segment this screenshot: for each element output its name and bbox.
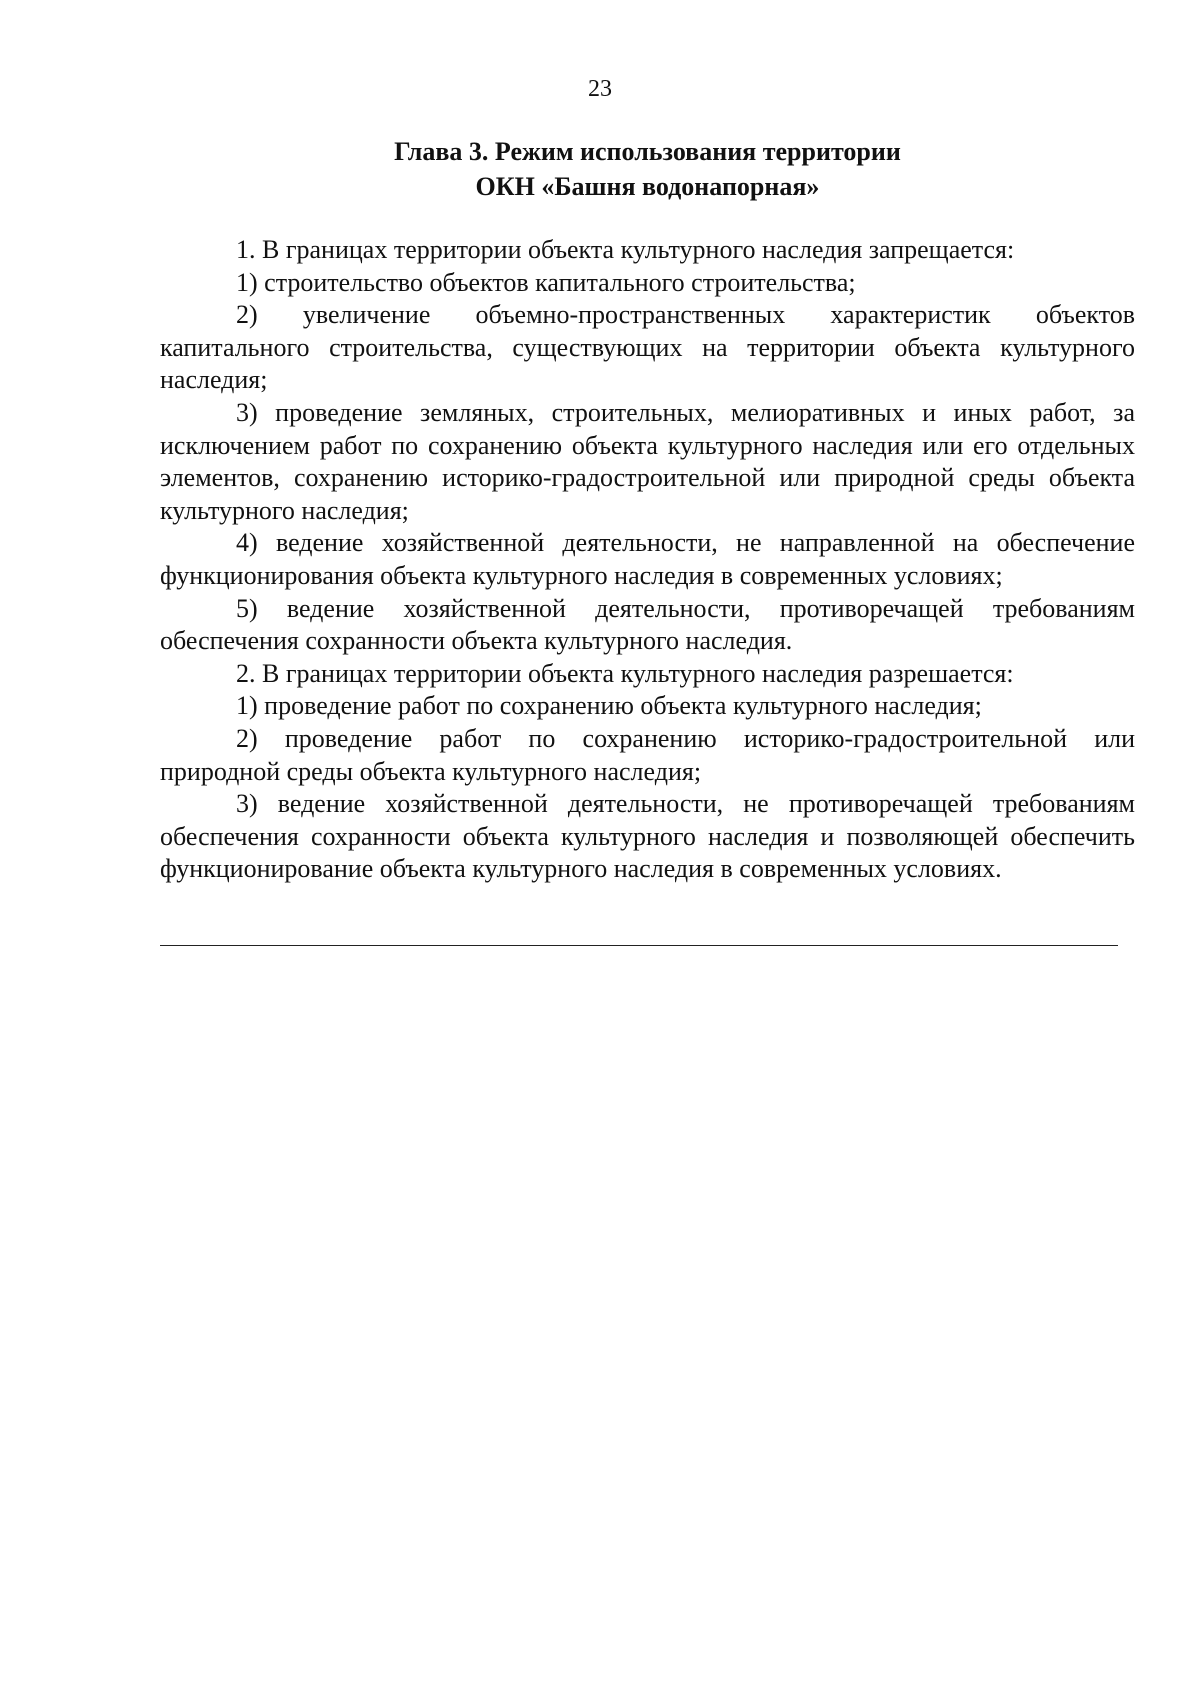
paragraph-permitted-item-2: 2) проведение работ по сохранению историко-градостроительной или природной среды объекта культурного наследия; xyxy=(160,723,1135,786)
body-text xyxy=(160,234,1135,886)
page-number: 23 xyxy=(588,76,612,102)
paragraph-prohibited-item-1: 1) строительство объектов капитального строительства; xyxy=(236,267,856,297)
paragraph-prohibited-intro: 1. В границах территории объекта культурного наследия запрещается: xyxy=(236,235,1015,264)
paragraph-prohibited-item-4: 4) ведение хозяйственной деятельности, не направленной на обеспечение функционирования объекта культурного наследия в современных условиях; xyxy=(160,528,1135,590)
paragraph-permitted-item-1: 1) проведение работ по сохранению объекта культурного наследия; xyxy=(236,691,982,721)
paragraph-prohibited-item-2: 2) увеличение объемно-пространственных характеристик объектов капитального строительства, существующих на территории объекта культурного наследия; xyxy=(160,300,1135,395)
chapter-heading xyxy=(160,134,1135,204)
paragraph-prohibited-item-3: 3) проведение земляных, строительных, мелиоративных и иных работ, за исключением работ по сохранению объекта культурного наследия или его отдельных элементов, сохранению историко-градостроительной или природной среды объекта культурного наследия; xyxy=(160,397,1135,525)
paragraph-permitted-item-3: 3) ведение хозяйственной деятельности, не противоречащей требованиям обеспечения сохранности объекта культурного наследия и позволяющей обеспечить функционирование объекта культурного наследия в современных условиях. xyxy=(160,789,1135,884)
chapter-heading-line-2: ОКН «Башня водонапорная» xyxy=(475,172,820,201)
paragraph-permitted-intro: 2. В границах территории объекта культурного наследия разрешается: xyxy=(236,658,1014,688)
chapter-heading-line-1: Глава 3. Режим использования территории xyxy=(394,137,901,166)
paragraph-prohibited-item-5: 5) ведение хозяйственной деятельности, противоречащей требованиям обеспечения сохранности объекта культурного наследия. xyxy=(160,593,1135,656)
end-divider-line xyxy=(160,945,1118,946)
